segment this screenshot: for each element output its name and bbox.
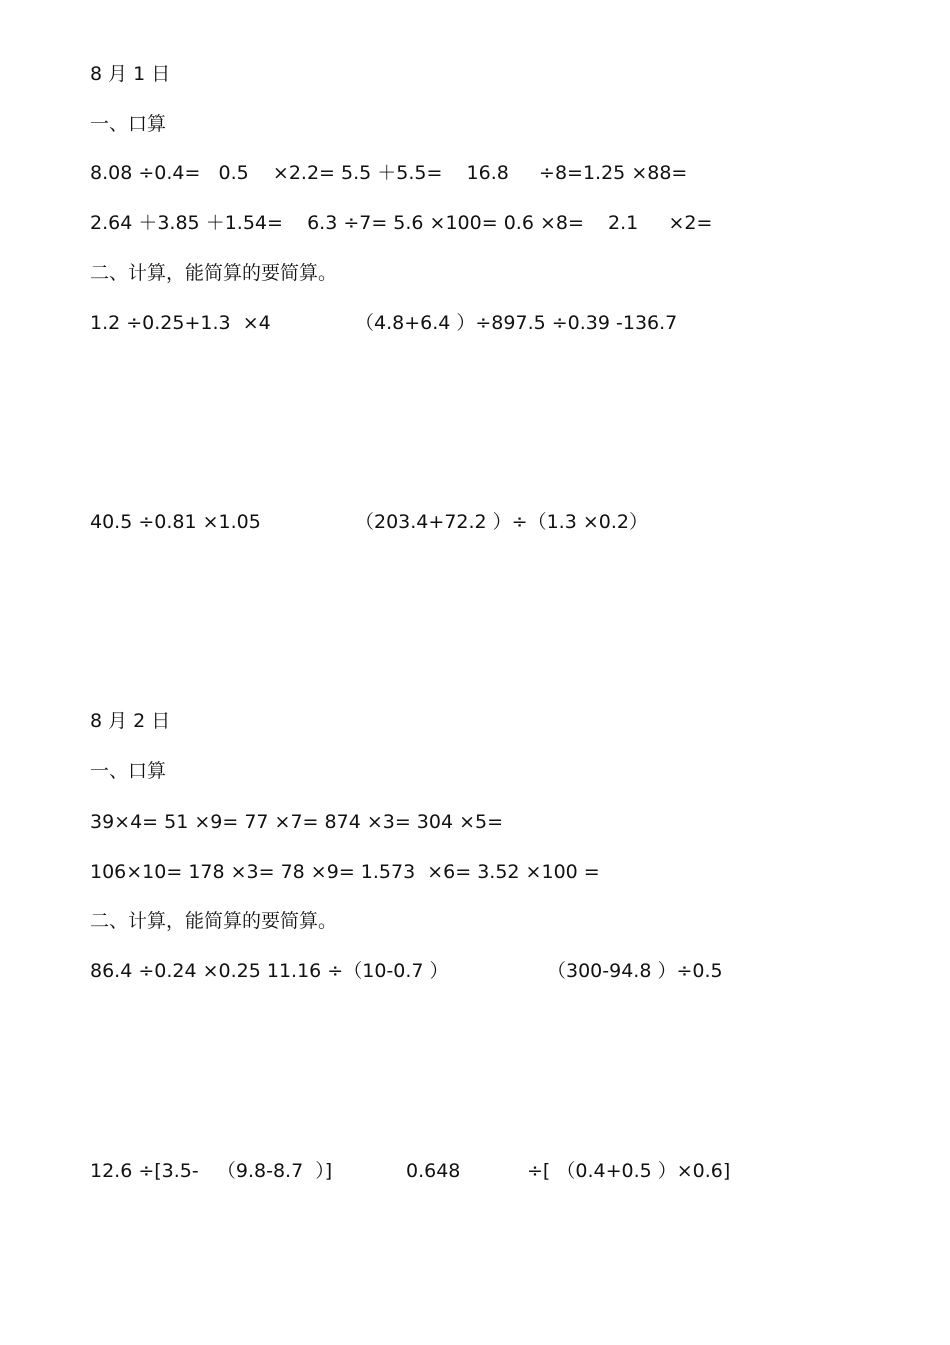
day1-mental-row-2: 2.64 ＋3.85 ＋1.54= 6.3 ÷7= 5.6 ×100= 0.6 ×8= 2.1 ×2= — [90, 212, 713, 234]
day1-mental-title: 一、口算 — [90, 113, 167, 135]
day2-calc-problem-3: 12.6 ÷[3.5- （9.8-8.7 ）] — [90, 1160, 333, 1182]
day1-calc-title: 二、计算，能简算的要简算。 — [90, 262, 338, 284]
day2-mental-row-2: 106×10= 178 ×3= 78 ×9= 1.573 ×6= 3.52 ×100 = — [90, 861, 600, 883]
day1-date: 8 月 1 日 — [90, 63, 171, 85]
day2-calc-problem-4-divisor: ÷[ （0.4+0.5 ）×0.6] — [527, 1160, 731, 1182]
day2-calc-problem-2: （300-94.8 ）÷0.5 — [547, 960, 723, 982]
day2-mental-title: 一、口算 — [90, 760, 167, 782]
day1-calc-problem-3: 40.5 ÷0.81 ×1.05 — [90, 511, 261, 533]
day2-calc-title: 二、计算，能简算的要简算。 — [90, 910, 338, 932]
day2-date: 8 月 2 日 — [90, 710, 171, 732]
day1-calc-problem-4: （203.4+72.2 ）÷（1.3 ×0.2） — [355, 511, 648, 533]
day1-calc-problem-2: （4.8+6.4 ）÷897.5 ÷0.39 -136.7 — [355, 312, 678, 334]
day1-mental-row-1: 8.08 ÷0.4= 0.5 ×2.2= 5.5 ＋5.5= 16.8 ÷8=1.25 ×88= — [90, 162, 688, 184]
day2-calc-problem-4-value: 0.648 — [406, 1160, 461, 1182]
day2-mental-row-1: 39×4= 51 ×9= 77 ×7= 874 ×3= 304 ×5= — [90, 811, 504, 833]
day1-calc-problem-1: 1.2 ÷0.25+1.3 ×4 — [90, 312, 271, 334]
day2-calc-problem-1: 86.4 ÷0.24 ×0.25 11.16 ÷（10-0.7 ） — [90, 960, 449, 982]
